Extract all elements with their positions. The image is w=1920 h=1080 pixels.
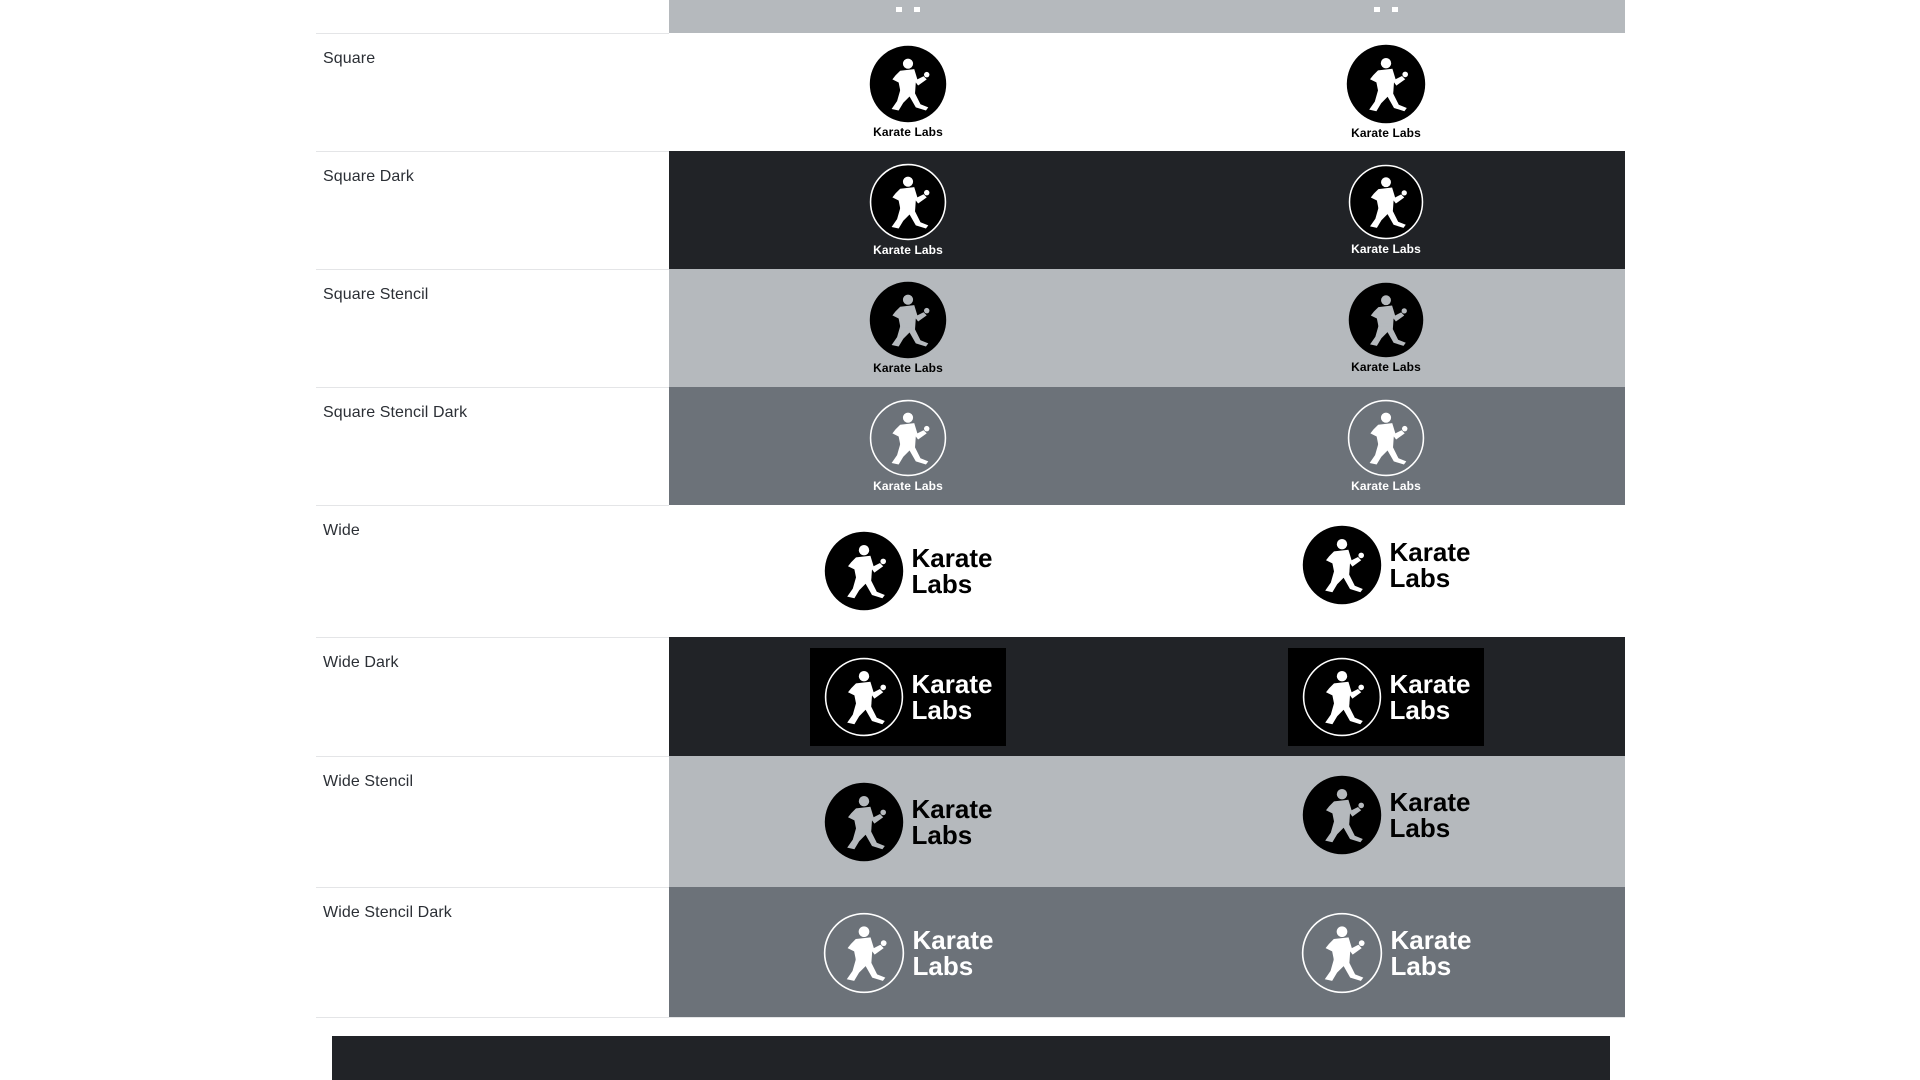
logo-wordmark: Karate Labs xyxy=(1351,242,1421,256)
karate-figure-icon xyxy=(824,782,904,862)
preview-partial xyxy=(669,0,1625,33)
logo-wordmark: Karate Labs xyxy=(912,924,994,981)
logo-wide xyxy=(1302,775,1471,855)
preview-square-stencil-dark xyxy=(669,387,1625,505)
table-row xyxy=(316,0,1625,33)
logo-wide-boxed xyxy=(810,648,1007,746)
logo-wordmark: Karate Labs xyxy=(873,479,943,493)
row-label: Wide xyxy=(316,505,669,637)
logo-square xyxy=(869,281,947,375)
table-row xyxy=(316,887,1625,1018)
karate-figure-icon xyxy=(1346,44,1426,124)
logo-wide xyxy=(1302,657,1471,737)
logo-wordmark: Karate Labs xyxy=(1351,479,1421,493)
karate-figure-icon xyxy=(824,657,904,737)
logo-wide xyxy=(1302,525,1471,605)
preview-square-stencil xyxy=(669,269,1625,387)
logo-square xyxy=(1347,399,1425,493)
karate-figure-icon xyxy=(878,7,938,27)
logo-square xyxy=(1348,164,1424,256)
row-label: Wide Stencil Dark xyxy=(316,887,669,1018)
logo-wide xyxy=(824,782,993,862)
karate-figure-icon xyxy=(869,399,947,477)
preview-wide-stencil-dark xyxy=(669,887,1625,1018)
karate-figure-icon xyxy=(1301,912,1383,994)
logo-wordmark: Karate Labs xyxy=(873,243,943,257)
table-row xyxy=(316,637,1625,756)
logo-square xyxy=(869,399,947,493)
table-divider xyxy=(316,1017,1625,1018)
logo-square xyxy=(1348,282,1424,374)
logo-wide xyxy=(824,531,993,611)
preview-wide-stencil xyxy=(669,756,1625,887)
logo-square xyxy=(869,45,947,139)
table-row xyxy=(316,756,1625,887)
logo-wordmark: Karate Labs xyxy=(911,793,993,850)
logo-wide xyxy=(824,657,993,737)
preview-wide xyxy=(669,505,1625,637)
preview-wide-dark xyxy=(669,637,1625,756)
row-label: Square Stencil Dark xyxy=(316,387,669,505)
karate-figure-icon xyxy=(1302,657,1382,737)
logo-wide xyxy=(823,912,994,994)
row-label: Square Stencil xyxy=(316,269,669,387)
preview-square xyxy=(669,33,1625,151)
karate-figure-icon xyxy=(869,45,947,123)
table-row xyxy=(316,33,1625,151)
logo-wordmark: Karate Labs xyxy=(873,361,943,375)
logo-wordmark: Karate Labs xyxy=(911,543,993,599)
logo-square xyxy=(1346,44,1426,140)
logo-wordmark: Karate Labs xyxy=(1389,668,1471,725)
karate-figure-icon xyxy=(823,912,905,994)
table-row xyxy=(316,269,1625,387)
logo-wordmark: Karate Labs xyxy=(1389,787,1471,843)
logo-wordmark: Karate Labs xyxy=(873,125,943,139)
preview-square-dark xyxy=(669,151,1625,269)
row-label: Wide Dark xyxy=(316,637,669,756)
logo-wide xyxy=(1301,912,1472,994)
karate-figure-icon xyxy=(869,163,947,241)
table-row xyxy=(316,151,1625,269)
row-label: Wide Stencil xyxy=(316,756,669,887)
karate-figure-icon xyxy=(1348,164,1424,240)
row-label: Square xyxy=(316,33,669,151)
logo-wordmark: Karate Labs xyxy=(1390,924,1472,981)
karate-figure-icon xyxy=(869,281,947,359)
karate-figure-icon xyxy=(1347,399,1425,477)
karate-figure-icon xyxy=(824,531,904,611)
row-label: Square Dark xyxy=(316,151,669,269)
logo-wordmark: Karate Labs xyxy=(1351,126,1421,140)
logo-wordmark: Karate Labs xyxy=(1389,537,1471,593)
karate-figure-icon xyxy=(1302,525,1382,605)
logo-wide-boxed xyxy=(1288,648,1485,746)
logo-square xyxy=(869,163,947,257)
footer-bar xyxy=(332,1036,1610,1080)
karate-figure-icon xyxy=(1302,775,1382,855)
logo-wordmark: Karate Labs xyxy=(1351,360,1421,374)
karate-figure-icon xyxy=(1348,282,1424,358)
table-row xyxy=(316,387,1625,505)
karate-figure-icon xyxy=(1356,7,1416,27)
table-row xyxy=(316,505,1625,637)
logo-wordmark: Karate Labs xyxy=(911,668,993,725)
